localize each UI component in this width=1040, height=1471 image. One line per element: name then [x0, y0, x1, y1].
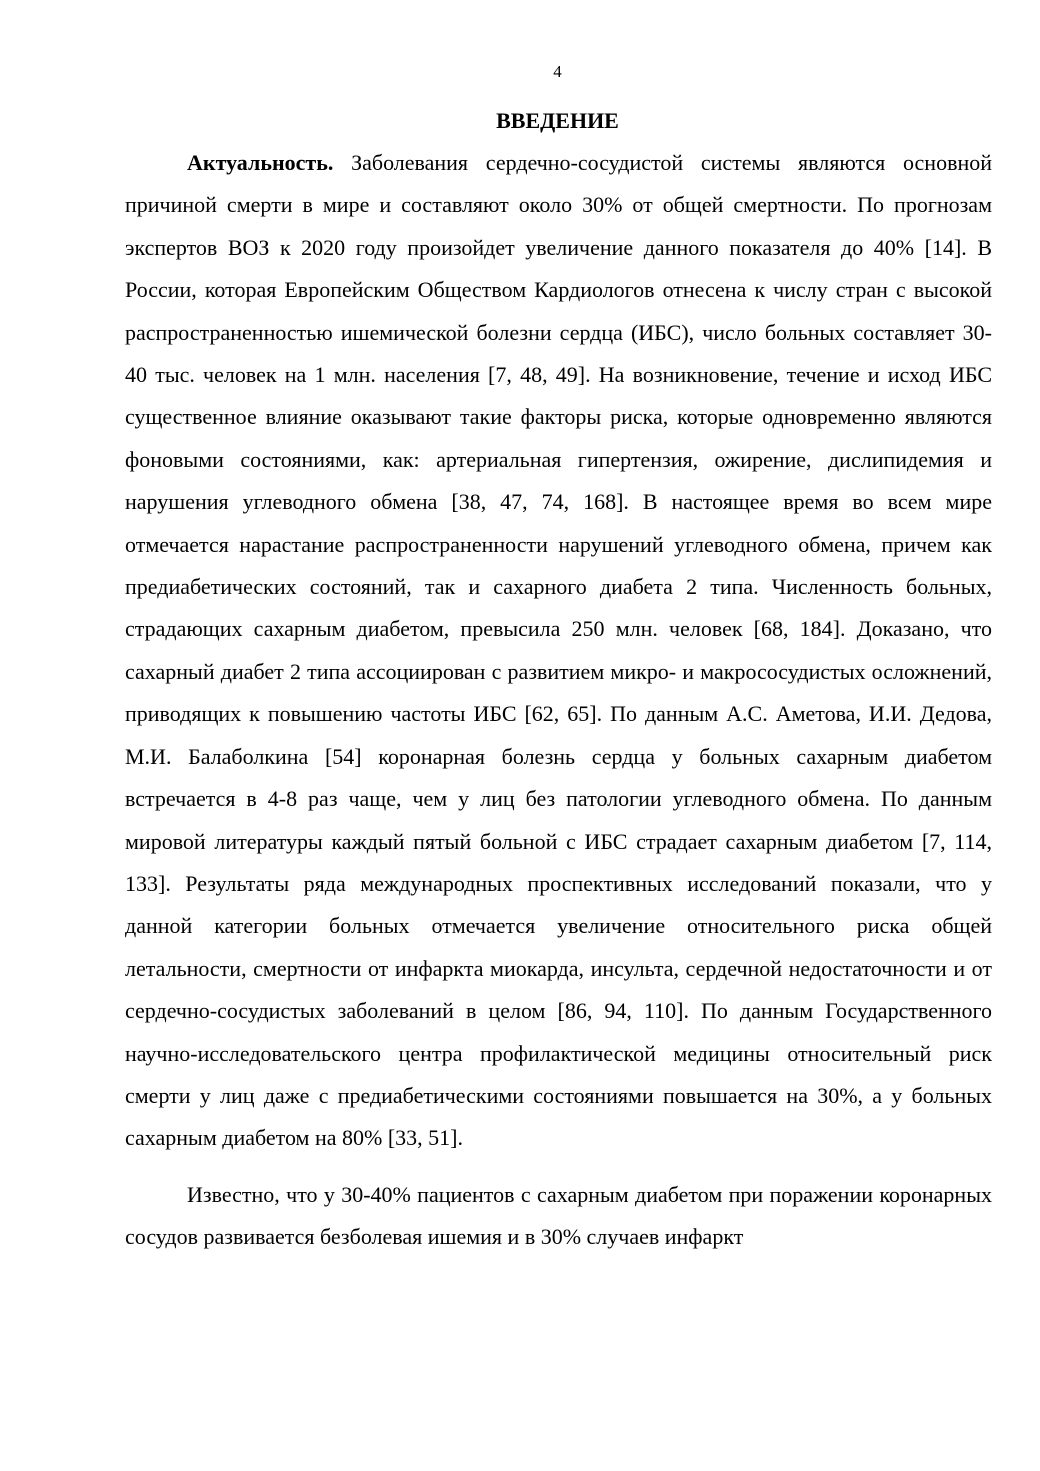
paragraph-silent-ischemia [125, 1174, 992, 1259]
body-text [125, 142, 992, 1259]
page-number: 4 [553, 62, 562, 81]
paragraph-text: Заболевания сердечно-сосудистой системы являются основной причиной смерти в мире и составляют около 30% от общей смертности. По прогнозам экспертов ВОЗ к 2020 году произойдет увеличение данного показателя до 40% [14]. В России, которая Европейским Обществом Кардиологов отнесена к числу стран с высокой распространенностью ишемической болезни сердца (ИБС), число больных составляет 30-40 тыс. человек на 1 млн. населения [7, 48, 49]. На возникновение, течение и исход ИБС существенное влияние оказывают такие факторы риска, которые одновременно являются фоновыми состояниями, как: артериальная гипертензия, ожирение, дислипидемия и нарушения углеводного обмена [38, 47, 74, 168]. В настоящее время во всем мире отмечается нарастание распространенности нарушений углеводного обмена, причем как предиабетических состояний, так и сахарного диабета 2 типа. Численность больных, страдающих сахарным диабетом, превысила 250 млн. человек [68, 184]. Доказано, что сахарный диабет 2 типа ассоциирован с развитием микро- и макрососудистых осложнений, приводящих к повышению частоты ИБС [62, 65]. По данным А.С. Аметова, И.И. Дедова, М.И. Балаболкина [54] коронарная болезнь сердца у больных сахарным диабетом встречается в 4-8 раз чаще, чем у лиц без патологии углеводного обмена. По данным мировой литературы каждый пятый больной с ИБС страдает сахарным диабетом [7, 114, 133]. Результаты ряда международных проспективных исследований показали, что у данной категории больных отмечается увеличение относительного риска общей летальности, смертности от инфаркта миокарда, инсульта, сердечной недостаточности и от сердечно-сосудистых заболеваний в целом [86, 94, 110]. По данным Государственного научно-исследовательского центра профилактической медицины относительный риск смерти у лиц даже с предиабетическими состояниями повышается на 30%, а у больных сахарным диабетом на 80% [33, 51]. [125, 150, 992, 1151]
section-heading: ВВЕДЕНИЕ [496, 108, 619, 133]
paragraph-text: Известно, что у 30-40% пациентов с сахарным диабетом при поражении коронарных сосудов развивается безболевая ишемия и в 30% случаев инфаркт [125, 1181, 992, 1250]
paragraph-relevance [125, 142, 992, 1160]
paragraph-lead: Актуальность. [187, 150, 334, 175]
